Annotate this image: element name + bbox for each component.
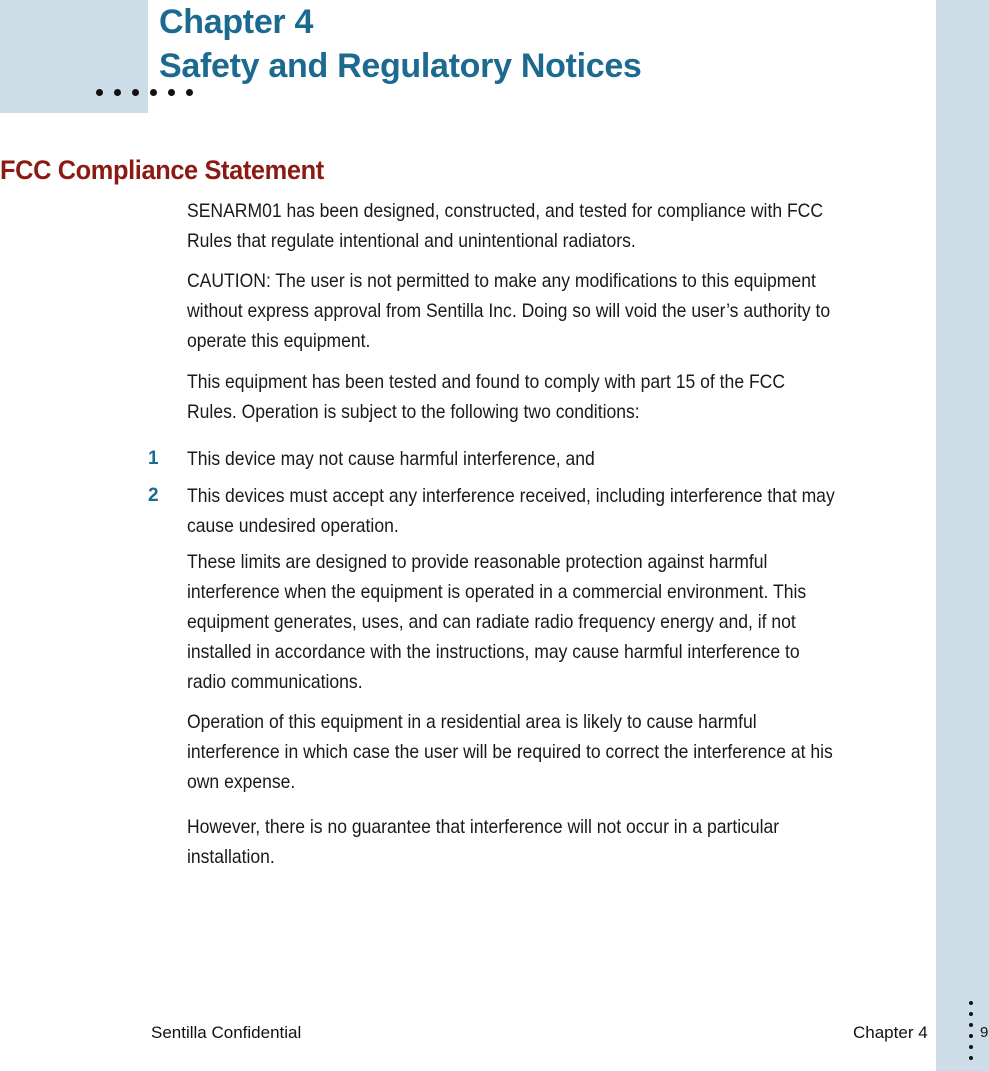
dot xyxy=(969,1045,973,1049)
dot xyxy=(186,89,193,96)
dot-leader-vertical xyxy=(969,1001,973,1060)
dot xyxy=(969,1056,973,1060)
list-number-2: 2 xyxy=(148,485,159,506)
dot xyxy=(114,89,121,96)
chapter-label: Chapter 4 xyxy=(159,3,314,41)
paragraph-limits: These limits are designed to provide reasonable protection against harmful interference when the equipment is operated in a commercial environment. This equipment generates, uses, and can radiate radio frequency energy and, if not installed in accordance with the instructions, may cause harmful interference to radio communications. xyxy=(187,551,807,693)
dot xyxy=(132,89,139,96)
dot xyxy=(969,1001,973,1005)
list-item-2: This devices must accept any interference received, including interference that may cause undesired operation. xyxy=(187,485,835,537)
paragraph-3: This equipment has been tested and found to comply with part 15 of the FCC Rules. Operation is subject to the following two conditions: xyxy=(187,371,786,423)
dot xyxy=(96,89,103,96)
dot-leader-horizontal xyxy=(96,89,193,96)
page-number: 9 xyxy=(980,1024,989,1041)
paragraph-residential: Operation of this equipment in a residential area is likely to cause harmful interference in which case the user will be required to correct the interference at his own expense. xyxy=(187,711,833,793)
paragraph-caution: CAUTION: The user is not permitted to make any modifications to this equipment without express approval from Sentilla Inc. Doing so will void the user’s authority to operate this equipment. xyxy=(187,270,831,352)
section-heading: FCC Compliance Statement xyxy=(0,155,324,185)
footer-chapter: Chapter 4 xyxy=(853,1023,928,1042)
chapter-title xyxy=(159,0,642,88)
right-margin-band xyxy=(936,0,989,1071)
list-number-1: 1 xyxy=(148,448,159,469)
paragraph-1: SENARM01 has been designed, constructed, and tested for compliance with FCC Rules that regulate intentional and unintentional radiators. xyxy=(187,200,824,252)
footer-confidential: Sentilla Confidential xyxy=(151,1023,302,1042)
chapter-name: Safety and Regulatory Notices xyxy=(159,47,642,85)
dot xyxy=(969,1034,973,1038)
dot xyxy=(150,89,157,96)
corner-decoration-block xyxy=(0,0,148,113)
paragraph-guarantee: However, there is no guarantee that interference will not occur in a particular installation. xyxy=(187,816,780,868)
dot xyxy=(168,89,175,96)
dot xyxy=(969,1023,973,1027)
dot xyxy=(969,1012,973,1016)
list-item-1: This device may not cause harmful interference, and xyxy=(187,448,595,470)
